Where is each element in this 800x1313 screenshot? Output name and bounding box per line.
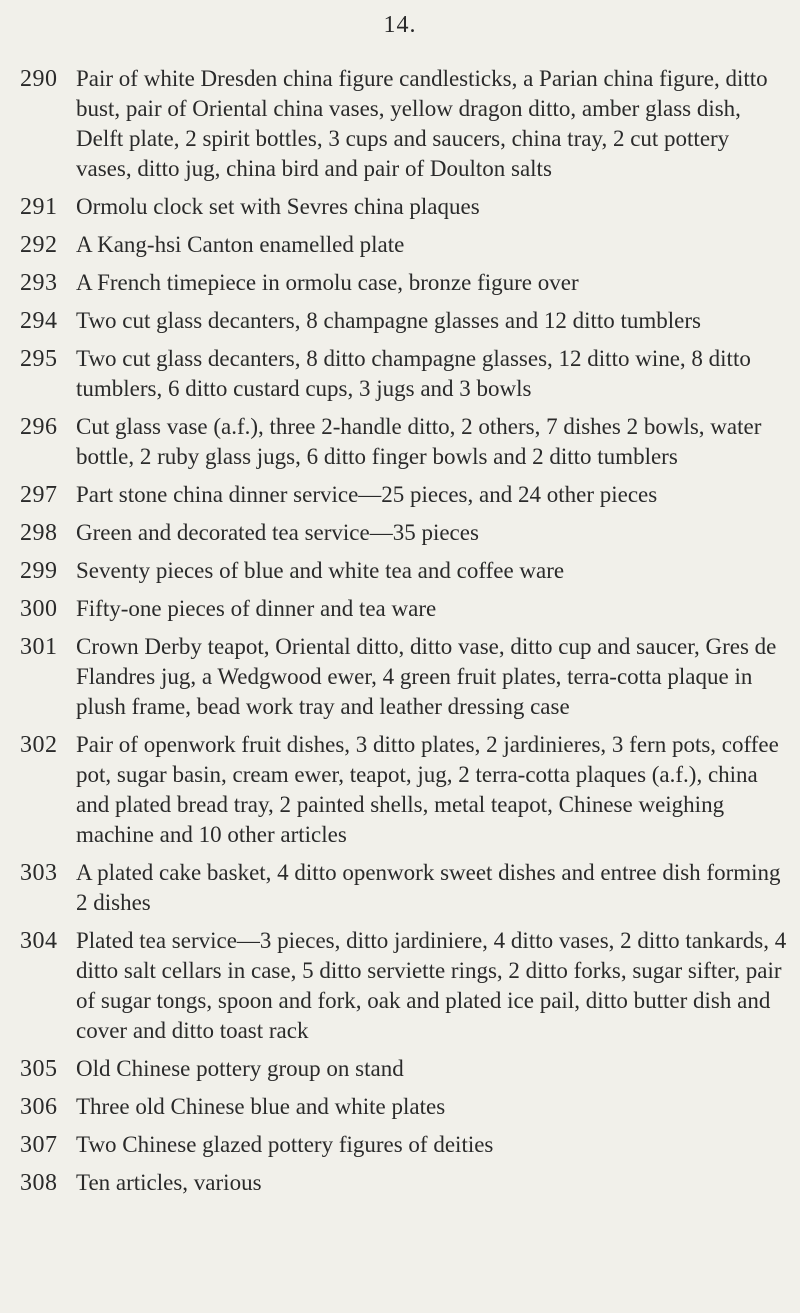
- lot-number: 292: [20, 232, 58, 258]
- lot-entry: [20, 1130, 790, 1160]
- lot-number: 291: [20, 194, 58, 220]
- lot-description: Pair of white Dresden china figure candlesticks, a Parian china figure, ditto bust, pair of Oriental china vases, yellow dragon ditto, amber glass dish, Delft plate, 2 spirit bottles, 3 cups and saucers, china tray, 2 cut pottery vases, ditto jug, china bird and pair of Doulton salts: [76, 66, 768, 181]
- lot-entry: [20, 1092, 790, 1122]
- lot-number: 297: [20, 482, 58, 508]
- lot-number: 293: [20, 270, 58, 296]
- lot-number: 295: [20, 346, 58, 372]
- lot-description: Two cut glass decanters, 8 champagne glasses and 12 ditto tumblers: [76, 308, 701, 333]
- lot-number: 290: [20, 66, 58, 92]
- lot-description: Two cut glass decanters, 8 ditto champagne glasses, 12 ditto wine, 8 ditto tumblers, 6 ditto custard cups, 3 jugs and 3 bowls: [76, 346, 751, 401]
- lot-entry: [20, 230, 790, 260]
- lot-description: Pair of openwork fruit dishes, 3 ditto plates, 2 jardinieres, 3 fern pots, coffee pot, sugar basin, cream ewer, teapot, jug, 2 terra-cotta plaques (a.f.), china and plated bread tray, 2 painted shells, metal teapot, Chinese weighing machine and 10 other articles: [76, 732, 779, 847]
- lot-list: [20, 64, 790, 1206]
- lot-entry: [20, 926, 790, 1046]
- lot-entry: [20, 730, 790, 850]
- lot-entry: [20, 632, 790, 722]
- lot-description: Ten articles, various: [76, 1170, 262, 1195]
- lot-description: Cut glass vase (a.f.), three 2-handle ditto, 2 others, 7 dishes 2 bowls, water bottle, 2 ruby glass jugs, 6 ditto finger bowls and 2 ditto tumblers: [76, 414, 762, 469]
- lot-description: Ormolu clock set with Sevres china plaques: [76, 194, 480, 219]
- lot-number: 302: [20, 732, 58, 758]
- lot-description: Three old Chinese blue and white plates: [76, 1094, 446, 1119]
- lot-number: 298: [20, 520, 58, 546]
- lot-description: A plated cake basket, 4 ditto openwork sweet dishes and entree dish forming 2 dishes: [76, 860, 781, 915]
- lot-description: Two Chinese glazed pottery figures of deities: [76, 1132, 494, 1157]
- lot-entry: [20, 344, 790, 404]
- lot-description: Plated tea service—3 pieces, ditto jardiniere, 4 ditto vases, 2 ditto tankards, 4 ditto salt cellars in case, 5 ditto serviette rings, 2 ditto forks, sugar sifter, pair of sugar tongs, spoon and fork, oak and plated ice pail, ditto butter dish and cover and ditto toast rack: [76, 928, 787, 1043]
- lot-number: 301: [20, 634, 58, 660]
- lot-entry: [20, 412, 790, 472]
- lot-entry: [20, 306, 790, 336]
- lot-entry: [20, 1168, 790, 1198]
- lot-entry: [20, 480, 790, 510]
- page-number: 14.: [383, 12, 417, 38]
- lot-entry: [20, 1054, 790, 1084]
- lot-number: 307: [20, 1132, 58, 1158]
- lot-description: Fifty-one pieces of dinner and tea ware: [76, 596, 437, 621]
- lot-entry: [20, 64, 790, 184]
- lot-number: 299: [20, 558, 58, 584]
- lot-number: 294: [20, 308, 58, 334]
- lot-entry: [20, 594, 790, 624]
- lot-number: 296: [20, 414, 58, 440]
- lot-entry: [20, 518, 790, 548]
- lot-entry: [20, 192, 790, 222]
- lot-description: Crown Derby teapot, Oriental ditto, ditto vase, ditto cup and saucer, Gres de Flandres jug, a Wedgwood ewer, 4 green fruit plates, terra-cotta plaque in plush frame, bead work tray and leather dressing case: [76, 634, 777, 719]
- lot-description: Seventy pieces of blue and white tea and coffee ware: [76, 558, 565, 583]
- lot-description: Part stone china dinner service—25 pieces, and 24 other pieces: [76, 482, 658, 507]
- lot-entry: [20, 556, 790, 586]
- lot-entry: [20, 268, 790, 298]
- lot-number: 303: [20, 860, 58, 886]
- lot-description: A French timepiece in ormolu case, bronze figure over: [76, 270, 579, 295]
- lot-number: 308: [20, 1170, 58, 1196]
- lot-entry: [20, 858, 790, 918]
- lot-description: Green and decorated tea service—35 pieces: [76, 520, 479, 545]
- lot-number: 300: [20, 596, 58, 622]
- lot-description: A Kang-hsi Canton enamelled plate: [76, 232, 405, 257]
- lot-number: 304: [20, 928, 58, 954]
- lot-description: Old Chinese pottery group on stand: [76, 1056, 404, 1081]
- lot-number: 306: [20, 1094, 58, 1120]
- lot-number: 305: [20, 1056, 58, 1082]
